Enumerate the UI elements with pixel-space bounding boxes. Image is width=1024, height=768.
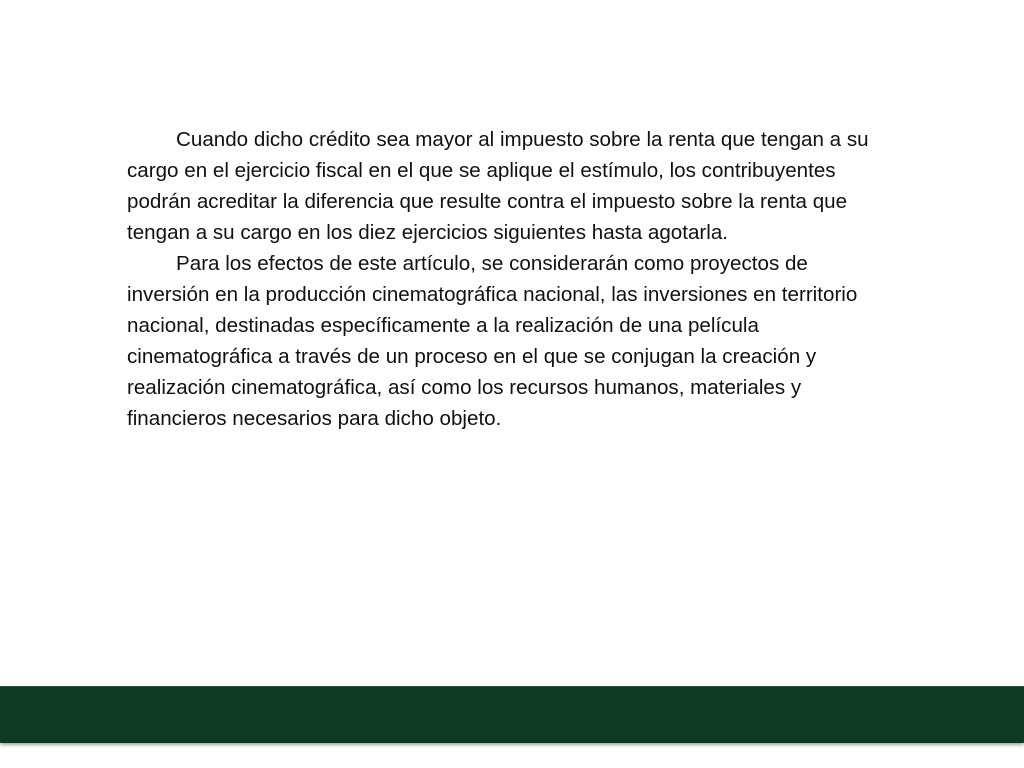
paragraph-2: Para los efectos de este artículo, se considerarán como proyectos de inversión en la producción cinematográfica nacional, las inversiones en territorio nacional, destinadas específicamente a la realización de una película cinematográfica a través de un proceso en el que se conjugan la creación y realización cinematográfica, así como los recursos humanos, materiales y financieros necesarios para dicho objeto.	[127, 252, 858, 430]
slide-body-text	[127, 124, 872, 434]
footer-band	[0, 686, 1024, 743]
paragraph-1: Cuando dicho crédito sea mayor al impuesto sobre la renta que tengan a su cargo en el ejercicio fiscal en el que se aplique el estímulo, los contribuyentes podrán acreditar la diferencia que resulte contra el impuesto sobre la renta que tengan a su cargo en los diez ejercicios siguientes hasta agotarla.	[127, 128, 869, 244]
